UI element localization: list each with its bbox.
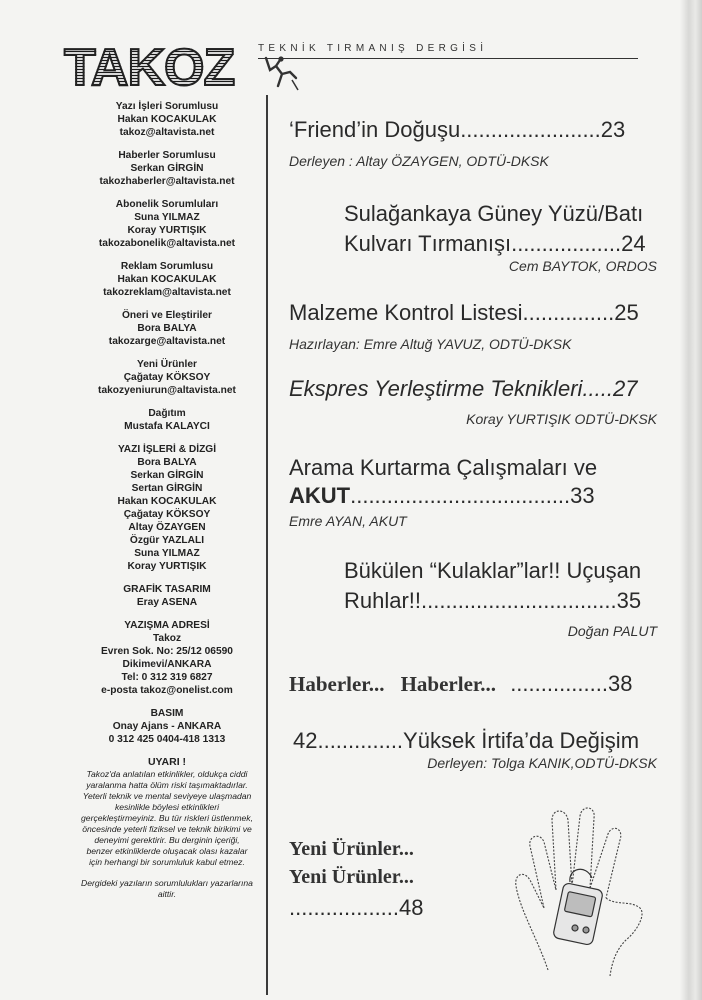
staff-line: Takoz [152, 633, 182, 644]
toc-yeni-line2[interactable]: Yeni Ürünler... [289, 866, 414, 888]
climber-icon [262, 56, 302, 92]
staff-line: Tel: 0 312 319 6827 [121, 672, 213, 683]
staff-line: Altay ÖZAYGEN [128, 522, 206, 533]
note-line: aittir. [157, 889, 177, 899]
staff-column [72, 100, 262, 900]
staff-role: Yeni Ürünler [136, 359, 197, 370]
staff-line: Eray ASENA [136, 597, 198, 608]
staff-line: Hakan KOCAKULAK [117, 274, 217, 285]
staff-line: Bora BALYA [137, 323, 197, 334]
staff-line: Hakan KOCAKULAK [117, 114, 217, 125]
hand-with-device-illustration [508, 790, 658, 980]
staff-email: takozyeniurun@altavista.net [98, 385, 236, 396]
staff-block [72, 583, 262, 609]
staff-role: YAZIŞMA ADRESİ [124, 620, 210, 631]
staff-line: Koray YURTIŞIK [127, 561, 207, 572]
staff-block [72, 443, 262, 573]
staff-line: Çağatay KÖKSOY [123, 509, 211, 520]
toc-friend-author: Derleyen : Altay ÖZAYGEN, ODTÜ-DKSK [289, 153, 549, 169]
staff-line: Onay Ajans - ANKARA [112, 721, 222, 732]
staff-block [72, 260, 262, 299]
staff-email: takozarge@altavista.net [108, 336, 226, 347]
toc-bukulen-title-line2[interactable]: Ruhlar!!................................35 [344, 588, 642, 613]
toc-bukulen-author: Doğan PALUT [567, 623, 657, 639]
toc-arama-author: Emre AYAN, AKUT [289, 513, 407, 529]
masthead-rule [258, 58, 638, 59]
warning-line: için herhangi bir sorumluluk kabul etmez. [89, 857, 245, 867]
staff-role: Haberler Sorumlusu [118, 150, 216, 161]
staff-line: Koray YURTIŞIK [127, 225, 207, 236]
staff-line: Suna YILMAZ [134, 548, 200, 559]
staff-block [72, 358, 262, 397]
warning-line: deneyimi gerektirir. Bu derginin içeriği, [94, 835, 240, 845]
warning-line: yaralanma hatta ölüm riski taşımaktadırlar. [86, 780, 248, 790]
staff-line: Suna YILMAZ [134, 212, 200, 223]
note-line: Dergideki yazıların sorumlulukları yazarlarına [81, 878, 253, 888]
haberler-dots: ................38 [510, 671, 633, 696]
logo-wordmark: TAKOZ [64, 39, 235, 97]
staff-block [72, 100, 262, 139]
staff-role: BASIM [150, 708, 184, 719]
haberler-text-1: Haberler... [289, 672, 385, 696]
warning-line: gerçekleştirmeyiniz. Bu tür riskleri üstlenmek, [81, 813, 253, 823]
toc-ekspres-author: Koray YURTIŞIK ODTÜ-DKSK [466, 411, 657, 427]
toc-sulagan-title-line2[interactable]: Kulvarı Tırmanışı..................24 [344, 231, 646, 256]
staff-role: Öneri ve Eleştiriler [121, 310, 213, 321]
warning-text [72, 769, 262, 868]
staff-line: Sertan GİRGİN [131, 483, 203, 494]
staff-email: takozreklam@altavista.net [103, 287, 231, 298]
staff-email: takoz@altavista.net [119, 127, 215, 138]
toc-yeni-line1[interactable]: Yeni Ürünler... [289, 838, 414, 860]
toc-arama-title-line2[interactable] [289, 482, 595, 510]
staff-line: Özgür YAZLALI [129, 535, 205, 546]
warning-title: UYARI ! [147, 756, 187, 768]
staff-role: Dağıtım [148, 408, 186, 419]
staff-block [72, 309, 262, 348]
magazine-subtitle: TEKNİK TIRMANIŞ DERGİSİ [258, 43, 488, 54]
toc-yuksek-author: Derleyen: Tolga KANIK,ODTÜ-DKSK [427, 755, 657, 771]
warning-line: Yeterli teknik ve mental seviyeye ulaşmadan [82, 791, 252, 801]
staff-line: Serkan GİRGİN [130, 470, 204, 481]
staff-block [72, 407, 262, 433]
staff-role: Abonelik Sorumluları [115, 199, 219, 210]
page-edge-shadow [680, 0, 702, 1000]
staff-block [72, 707, 262, 746]
warning-line: öncesinde yeterli fiziksel ve teknik birikimi ve [82, 824, 252, 834]
toc-yeni-page[interactable]: ..................48 [289, 895, 424, 920]
staff-block [72, 149, 262, 188]
staff-role: YAZI İŞLERİ & DİZGİ [117, 444, 217, 455]
staff-line: Mustafa KALAYCI [124, 421, 210, 432]
column-divider [266, 95, 268, 995]
staff-line: Evren Sok. No: 25/12 06590 [101, 646, 233, 657]
staff-line: Dikimevi/ANKARA [122, 659, 212, 670]
staff-block [72, 198, 262, 250]
staff-role: Reklam Sorumlusu [120, 261, 214, 272]
toc-sulagan-title-line1[interactable]: Sulağankaya Güney Yüzü/Batı [344, 201, 644, 226]
toc-ekspres-title[interactable]: Ekspres Yerleştirme Teknikleri.....27 [289, 376, 638, 401]
staff-email: e-posta takoz@onelist.com [101, 685, 233, 696]
staff-block [72, 619, 262, 697]
toc-yuksek-title[interactable]: 42..............Yüksek İrtifa’da Değişim [293, 728, 640, 753]
warning-line: kesinlikle böylesi etkinlikleri [114, 802, 220, 812]
toc-haberler[interactable] [289, 670, 632, 698]
responsibility-note [72, 878, 262, 900]
staff-line: Hakan KOCAKULAK [117, 496, 217, 507]
staff-line: Bora BALYA [137, 457, 197, 468]
toc-bukulen-title-line1[interactable]: Bükülen “Kulaklar”lar!! Uçuşan [344, 558, 642, 583]
akut-dots: ....................................33 [350, 483, 595, 508]
takoz-logo [64, 39, 274, 97]
warning-line: Takoz'da anlatılan etkinlikler, oldukça ciddi [86, 769, 248, 779]
staff-role: Yazı İşleri Sorumlusu [115, 101, 219, 112]
staff-line: 0 312 425 0404-418 1313 [108, 734, 226, 745]
staff-line: Serkan GİRGİN [130, 163, 204, 174]
staff-line: Çağatay KÖKSOY [123, 372, 211, 383]
warning-line: benzer etkinliklerde oluşacak olası kazalar [86, 846, 248, 856]
staff-email: takozabonelik@altavista.net [98, 238, 236, 249]
toc-malzeme-author: Hazırlayan: Emre Altuğ YAVUZ, ODTÜ-DKSK [289, 336, 572, 352]
staff-role: GRAFİK TASARIM [123, 584, 211, 595]
staff-email: takozhaberler@altavista.net [99, 176, 235, 187]
toc-malzeme-title[interactable]: Malzeme Kontrol Listesi...............25 [289, 300, 639, 325]
haberler-text-2: Haberler... [400, 672, 497, 696]
toc-arama-title-line1[interactable]: Arama Kurtarma Çalışmaları ve [289, 455, 598, 480]
toc-sulagan-author: Cem BAYTOK, ORDOS [508, 258, 657, 274]
toc-friend-title[interactable]: ‘Friend’in Doğuşu.......................23 [289, 117, 626, 142]
akut-label: AKUT [289, 483, 351, 508]
